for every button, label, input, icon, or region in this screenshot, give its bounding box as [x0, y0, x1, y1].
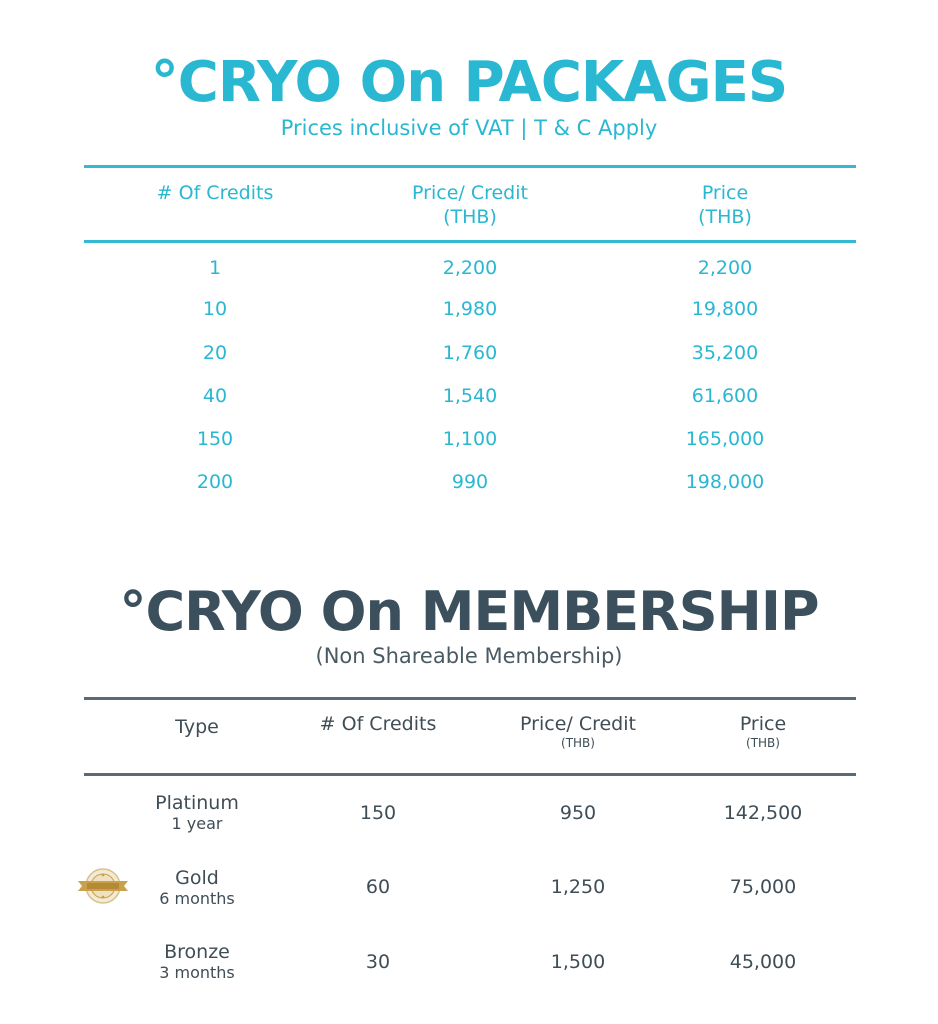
packages-credits-cell: 20 — [202, 342, 228, 364]
membership-type-name: Gold — [175, 867, 219, 889]
membership-type-cell — [117, 867, 277, 908]
packages-price-cell: 61,600 — [691, 385, 759, 407]
packages-price-cell: 19,800 — [691, 298, 759, 320]
membership-type-name: Bronze — [164, 941, 230, 963]
packages-price-cell: 165,000 — [685, 428, 765, 450]
membership-header-price — [683, 713, 843, 751]
packages-credits-cell: 1 — [208, 257, 222, 279]
membership-credits-cell: 150 — [359, 802, 397, 824]
packages-header-price-credit — [370, 181, 570, 229]
packages-header-bottom-rule — [84, 240, 856, 243]
membership-type-duration: 6 months — [159, 889, 235, 908]
membership-header-credits: # Of Credits — [319, 713, 437, 735]
packages-price-cell: 35,200 — [691, 342, 759, 364]
packages-header-credits: # Of Credits — [156, 182, 274, 204]
packages-credits-cell: 40 — [202, 385, 228, 407]
packages-price-credit-cell: 990 — [451, 471, 489, 493]
membership-type-duration: 3 months — [159, 963, 235, 982]
packages-header-price-credit-unit: (THB) — [443, 206, 497, 228]
membership-type-cell — [117, 941, 277, 982]
membership-price-credit-cell: 1,250 — [550, 876, 606, 898]
membership-price-cell: 45,000 — [729, 951, 797, 973]
packages-credits-cell: 150 — [196, 428, 234, 450]
membership-price-credit-cell: 1,500 — [550, 951, 606, 973]
membership-header-type: Type — [175, 716, 219, 738]
membership-header-price-unit: (THB) — [746, 736, 780, 750]
membership-credits-cell: 60 — [365, 876, 391, 898]
packages-header-price-credit-label: Price/ Credit — [412, 182, 528, 204]
packages-header-price — [625, 181, 825, 229]
membership-header-price-credit-unit: (THB) — [561, 736, 595, 750]
membership-header-top-rule — [84, 697, 856, 700]
membership-title: °CRYO On MEMBERSHIP — [119, 580, 819, 643]
membership-header-price-label: Price — [739, 713, 787, 735]
packages-title: °CRYO On PACKAGES — [150, 50, 788, 115]
packages-price-credit-cell: 1,100 — [442, 428, 498, 450]
packages-price-credit-cell: 1,760 — [442, 342, 498, 364]
membership-type-duration: 1 year — [171, 814, 223, 833]
membership-type-cell — [117, 792, 277, 833]
membership-price-credit-cell: 950 — [559, 802, 597, 824]
packages-credits-cell: 200 — [196, 471, 234, 493]
packages-header-price-unit: (THB) — [698, 206, 752, 228]
membership-price-cell: 75,000 — [729, 876, 797, 898]
membership-header-bottom-rule — [84, 773, 856, 776]
packages-price-credit-cell: 1,540 — [442, 385, 498, 407]
packages-price-credit-cell: 1,980 — [442, 298, 498, 320]
packages-price-cell: 198,000 — [685, 471, 765, 493]
membership-type-name: Platinum — [155, 792, 239, 814]
membership-header-price-credit-label: Price/ Credit — [520, 713, 636, 735]
packages-header-top-rule — [84, 165, 856, 168]
packages-price-cell: 2,200 — [697, 257, 753, 279]
membership-subtitle: (Non Shareable Membership) — [315, 644, 623, 668]
packages-price-credit-cell: 2,200 — [442, 257, 498, 279]
packages-credits-cell: 10 — [202, 298, 228, 320]
packages-header-price-label: Price — [701, 182, 749, 204]
membership-header-price-credit — [488, 713, 668, 751]
membership-price-cell: 142,500 — [723, 802, 803, 824]
packages-subtitle: Prices inclusive of VAT | T & C Apply — [280, 116, 658, 140]
membership-credits-cell: 30 — [365, 951, 391, 973]
